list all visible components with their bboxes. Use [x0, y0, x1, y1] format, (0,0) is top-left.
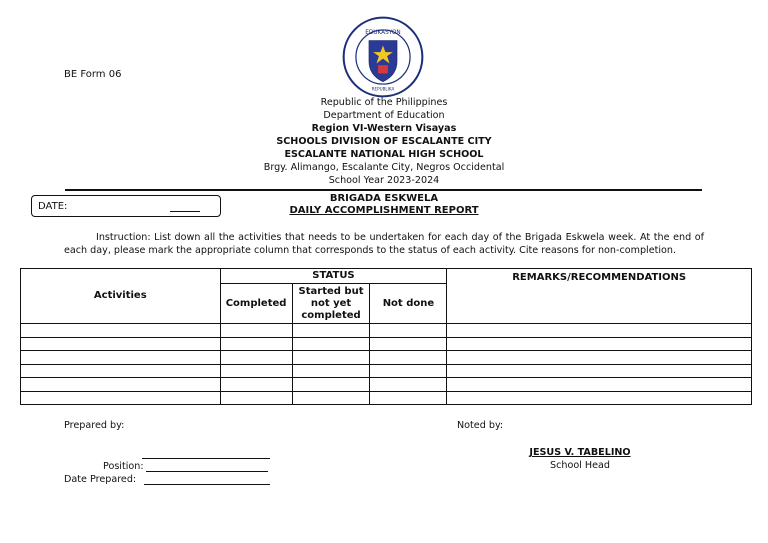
header-department: Department of Education: [323, 110, 445, 121]
header-country: Republic of the Philippines: [320, 97, 448, 108]
table-row: [21, 378, 752, 392]
date-prepared-line[interactable]: [144, 484, 270, 485]
date-label: DATE:: [38, 201, 68, 212]
header-school: ESCALANTE NATIONAL HIGH SCHOOL: [284, 149, 484, 160]
report-title: [240, 193, 528, 217]
preparer-signature-line[interactable]: [142, 458, 270, 459]
prepared-by-label: Prepared by:: [64, 420, 125, 431]
position-line[interactable]: [146, 471, 268, 472]
title-report: DAILY ACCOMPLISHMENT REPORT: [289, 205, 479, 216]
table-row: [21, 364, 752, 378]
status-header: STATUS: [220, 269, 447, 284]
activity-table: [20, 268, 752, 405]
deped-seal-logo: [342, 16, 424, 98]
school-header: [0, 96, 768, 187]
header-school-year: School Year 2023-2024: [328, 175, 440, 186]
table-row: [21, 391, 752, 405]
school-head-title: School Head: [550, 460, 610, 471]
position-label: Position:: [103, 461, 144, 472]
title-program: BRIGADA ESKWELA: [329, 193, 439, 204]
completed-header: Completed: [220, 284, 292, 324]
header-address: Brgy. Alimango, Escalante City, Negros Occidental: [263, 162, 505, 173]
date-input-line[interactable]: [170, 211, 200, 212]
noted-by-label: Noted by:: [457, 420, 504, 431]
table-row: [21, 337, 752, 351]
svg-text:REPUBLIKA: REPUBLIKA: [371, 86, 395, 92]
svg-text:EDUKASYON: EDUKASYON: [365, 30, 401, 37]
activities-header: Activities: [21, 269, 221, 324]
not-done-header: Not done: [370, 284, 447, 324]
table-row: [21, 324, 752, 338]
header-division: SCHOOLS DIVISION OF ESCALANTE CITY: [276, 136, 492, 147]
remarks-header: REMARKS/RECOMMENDATIONS: [447, 269, 752, 324]
instruction-text: Instruction: List down all the activities that needs to be undertaken for each day of the Brigada Eskwela week. At the end of each day, please mark the appropriate column that corresponds to the status of each activity. Cite reasons for non-completion.: [64, 232, 704, 256]
school-head-name: JESUS V. TABELINO: [529, 447, 631, 458]
started-header: Started but not yet completed: [292, 284, 370, 324]
header-region: Region VI-Western Visayas: [311, 123, 457, 134]
header-divider: [65, 189, 702, 191]
table-row: [21, 351, 752, 365]
form-code: BE Form 06: [64, 69, 122, 80]
date-prepared-label: Date Prepared:: [64, 474, 137, 485]
